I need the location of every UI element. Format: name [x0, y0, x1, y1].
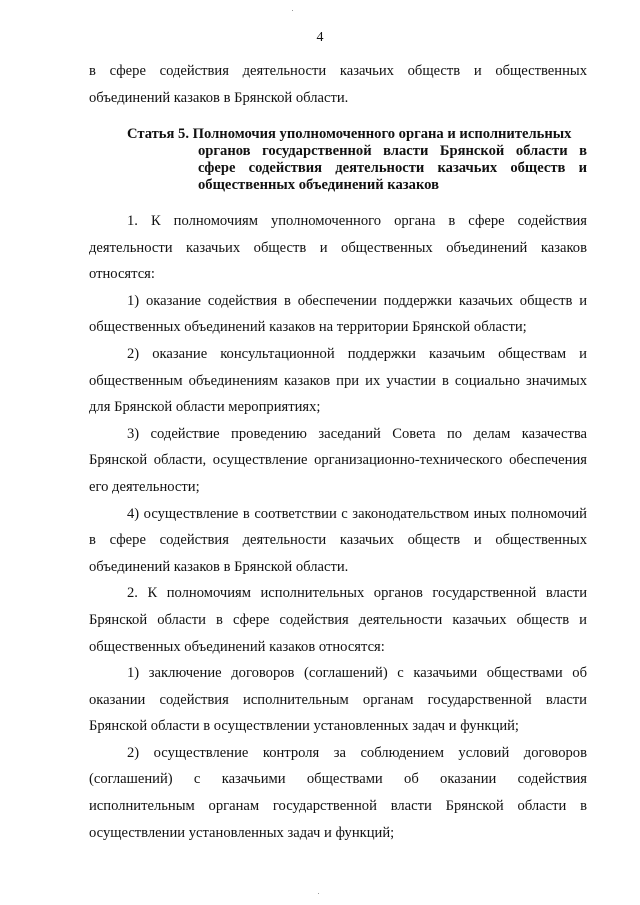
- scan-speck: [292, 10, 293, 11]
- list-item: 1) заключение договоров (соглашений) с казачьими обществами об оказании содействия исполнительным органам государственной власти Брянской области в осуществлении установленных задач и функций;: [89, 665, 587, 735]
- paragraph-1: 1. К полномочиям уполномоченного органа в сфере содействия деятельности казачьих обществ и общественных объединений казаков относятся:: [89, 213, 587, 283]
- article-body: [89, 208, 587, 846]
- intro-paragraph: в сфере содействия деятельности казачьих обществ и общественных объединений казаков в Брянской области.: [89, 63, 587, 106]
- list-item: 1) оказание содействия в обеспечении поддержки казачьих обществ и общественных объединений казаков на территории Брянской области;: [89, 292, 587, 336]
- article-heading: [127, 126, 587, 194]
- page-number: 4: [316, 30, 324, 45]
- list-item: 2) оказание консультационной поддержки казачьим обществам и общественным объединениям казаков при их участии в социально значимых для Брянской области мероприятиях;: [89, 345, 587, 416]
- scan-speck: [318, 893, 319, 894]
- list-item: 2) осуществление контроля за соблюдением условий договоров (соглашений) с казачьими обществами об оказании содействия исполнительным органам государственной власти Брянской области в осуществлении установленных задач и функций;: [89, 744, 587, 841]
- list-item: 3) содействие проведению заседаний Совета по делам казачества Брянской области, осуществление организационно-технического обеспечения его деятельности;: [89, 425, 587, 495]
- list-item: 4) осуществление в соответствии с законодательством иных полномочий в сфере содействия деятельности казачьих обществ и общественных объединений казаков в Брянской области.: [89, 505, 587, 575]
- article-heading-rest: органов государственной власти Брянской области в сфере содействия деятельности казачьих обществ и общественных объединений казаков: [198, 143, 587, 193]
- article-heading-lead: Статья 5. Полномочия уполномоченного органа и исполнительных: [127, 126, 572, 142]
- paragraph-2: 2. К полномочиям исполнительных органов государственной власти Брянской области в сфере содействия деятельности казачьих обществ и общественных объединений казаков относятся:: [89, 585, 587, 655]
